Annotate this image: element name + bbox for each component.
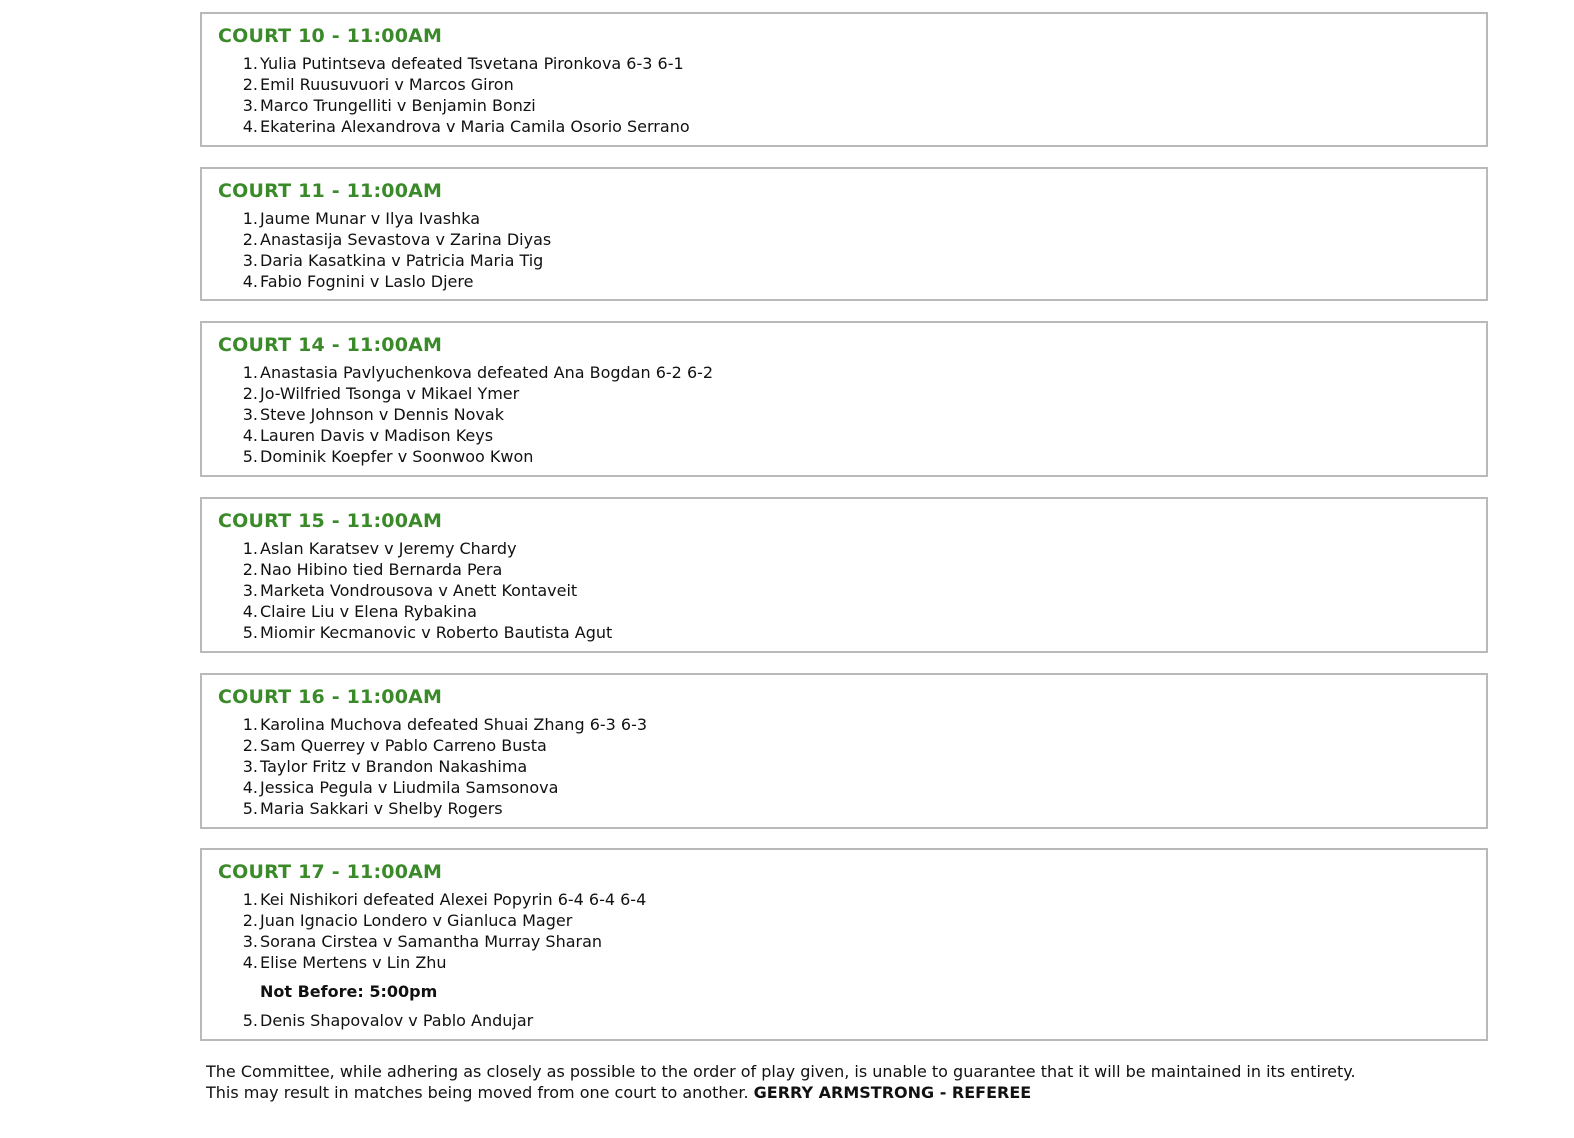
match-text: Taylor Fritz v Brandon Nakashima [260, 757, 528, 776]
match-text: Yulia Putintseva defeated Tsvetana Pironkova 6-3 6-1 [260, 54, 684, 73]
referee-name: GERRY ARMSTRONG - REFEREE [753, 1083, 1032, 1102]
match-item [218, 889, 1470, 910]
match-item [218, 446, 1470, 467]
disclaimer-line-2 [206, 1082, 1506, 1103]
match-item [218, 229, 1470, 250]
match-number: 2. [242, 560, 258, 579]
match-item [218, 931, 1470, 952]
match-item [218, 798, 1470, 819]
match-text: Daria Kasatkina v Patricia Maria Tig [260, 251, 544, 270]
match-number: 3. [242, 96, 258, 115]
match-number: 2. [242, 384, 258, 403]
match-number: 5. [242, 1011, 258, 1030]
match-number: 1. [242, 715, 258, 734]
disclaimer-text: This may result in matches being moved from one court to another. [206, 1083, 749, 1102]
match-text: Fabio Fognini v Laslo Djere [260, 272, 474, 291]
match-item [218, 95, 1470, 116]
match-number: 3. [242, 405, 258, 424]
match-number: 4. [242, 272, 258, 291]
match-item [218, 116, 1470, 137]
court-box [200, 321, 1488, 477]
match-item [218, 1010, 1470, 1031]
match-text: Juan Ignacio Londero v Gianluca Mager [260, 911, 573, 930]
court-title: COURT 15 - 11:00AM [218, 510, 443, 532]
footer-disclaimer [206, 1061, 1506, 1103]
match-item [218, 622, 1470, 643]
match-text: Jo-Wilfried Tsonga v Mikael Ymer [260, 384, 520, 403]
match-item [218, 601, 1470, 622]
match-text: Miomir Kecmanovic v Roberto Bautista Agut [260, 623, 613, 642]
match-number: 1. [242, 54, 258, 73]
disclaimer-line-1: The Committee, while adhering as closely as possible to the order of play given, is unable to guarantee that it will be maintained in its entirety. [206, 1062, 1356, 1081]
match-text: Elise Mertens v Lin Zhu [260, 953, 447, 972]
match-item [218, 580, 1470, 601]
court-title: COURT 11 - 11:00AM [218, 180, 443, 202]
match-text: Nao Hibino tied Bernarda Pera [260, 560, 503, 579]
match-item [218, 362, 1470, 383]
match-item [218, 53, 1470, 74]
match-number: 2. [242, 75, 258, 94]
match-item [218, 383, 1470, 404]
court-box [200, 497, 1488, 653]
match-number: 5. [242, 623, 258, 642]
match-number: 3. [242, 581, 258, 600]
match-item [218, 250, 1470, 271]
match-number: 1. [242, 539, 258, 558]
match-number: 3. [242, 932, 258, 951]
match-text: Ekaterina Alexandrova v Maria Camila Osorio Serrano [260, 117, 690, 136]
match-item [218, 559, 1470, 580]
match-number: 4. [242, 602, 258, 621]
match-text: Kei Nishikori defeated Alexei Popyrin 6-4 6-4 6-4 [260, 890, 647, 909]
match-number: 2. [242, 230, 258, 249]
match-number: 5. [242, 799, 258, 818]
not-before-note: Not Before: 5:00pm [260, 982, 438, 1001]
match-text: Steve Johnson v Dennis Novak [260, 405, 504, 424]
match-item [218, 714, 1470, 735]
court-title: COURT 10 - 11:00AM [218, 25, 443, 47]
match-number: 1. [242, 363, 258, 382]
match-text: Karolina Muchova defeated Shuai Zhang 6-3 6-3 [260, 715, 648, 734]
match-number: 4. [242, 117, 258, 136]
match-number: 1. [242, 209, 258, 228]
match-item [218, 208, 1470, 229]
match-number: 4. [242, 426, 258, 445]
match-text: Sorana Cirstea v Samantha Murray Sharan [260, 932, 603, 951]
court-title: COURT 16 - 11:00AM [218, 686, 443, 708]
court-box [200, 673, 1488, 829]
match-text: Jaume Munar v Ilya Ivashka [260, 209, 481, 228]
match-number: 2. [242, 736, 258, 755]
match-item [218, 271, 1470, 292]
match-number: 1. [242, 890, 258, 909]
match-text: Aslan Karatsev v Jeremy Chardy [260, 539, 517, 558]
match-item [218, 910, 1470, 931]
court-title: COURT 17 - 11:00AM [218, 861, 443, 883]
match-item [218, 404, 1470, 425]
match-item [218, 756, 1470, 777]
match-text: Claire Liu v Elena Rybakina [260, 602, 477, 621]
match-item [218, 952, 1470, 973]
match-text: Denis Shapovalov v Pablo Andujar [260, 1011, 534, 1030]
match-text: Dominik Koepfer v Soonwoo Kwon [260, 447, 534, 466]
match-number: 3. [242, 757, 258, 776]
match-text: Lauren Davis v Madison Keys [260, 426, 494, 445]
match-text: Maria Sakkari v Shelby Rogers [260, 799, 503, 818]
match-item [218, 777, 1470, 798]
court-title: COURT 14 - 11:00AM [218, 334, 443, 356]
match-number: 4. [242, 778, 258, 797]
match-text: Jessica Pegula v Liudmila Samsonova [260, 778, 559, 797]
match-text: Marco Trungelliti v Benjamin Bonzi [260, 96, 536, 115]
match-item [218, 735, 1470, 756]
match-text: Anastasija Sevastova v Zarina Diyas [260, 230, 552, 249]
match-text: Marketa Vondrousova v Anett Kontaveit [260, 581, 578, 600]
match-number: 2. [242, 911, 258, 930]
match-number: 5. [242, 447, 258, 466]
match-text: Emil Ruusuvuori v Marcos Giron [260, 75, 514, 94]
match-number: 3. [242, 251, 258, 270]
court-box [200, 12, 1488, 147]
match-item [218, 425, 1470, 446]
match-text: Sam Querrey v Pablo Carreno Busta [260, 736, 547, 755]
match-text: Anastasia Pavlyuchenkova defeated Ana Bogdan 6-2 6-2 [260, 363, 714, 382]
match-item [218, 538, 1470, 559]
match-number: 4. [242, 953, 258, 972]
court-box [200, 848, 1488, 1041]
match-item [218, 74, 1470, 95]
court-box [200, 167, 1488, 301]
